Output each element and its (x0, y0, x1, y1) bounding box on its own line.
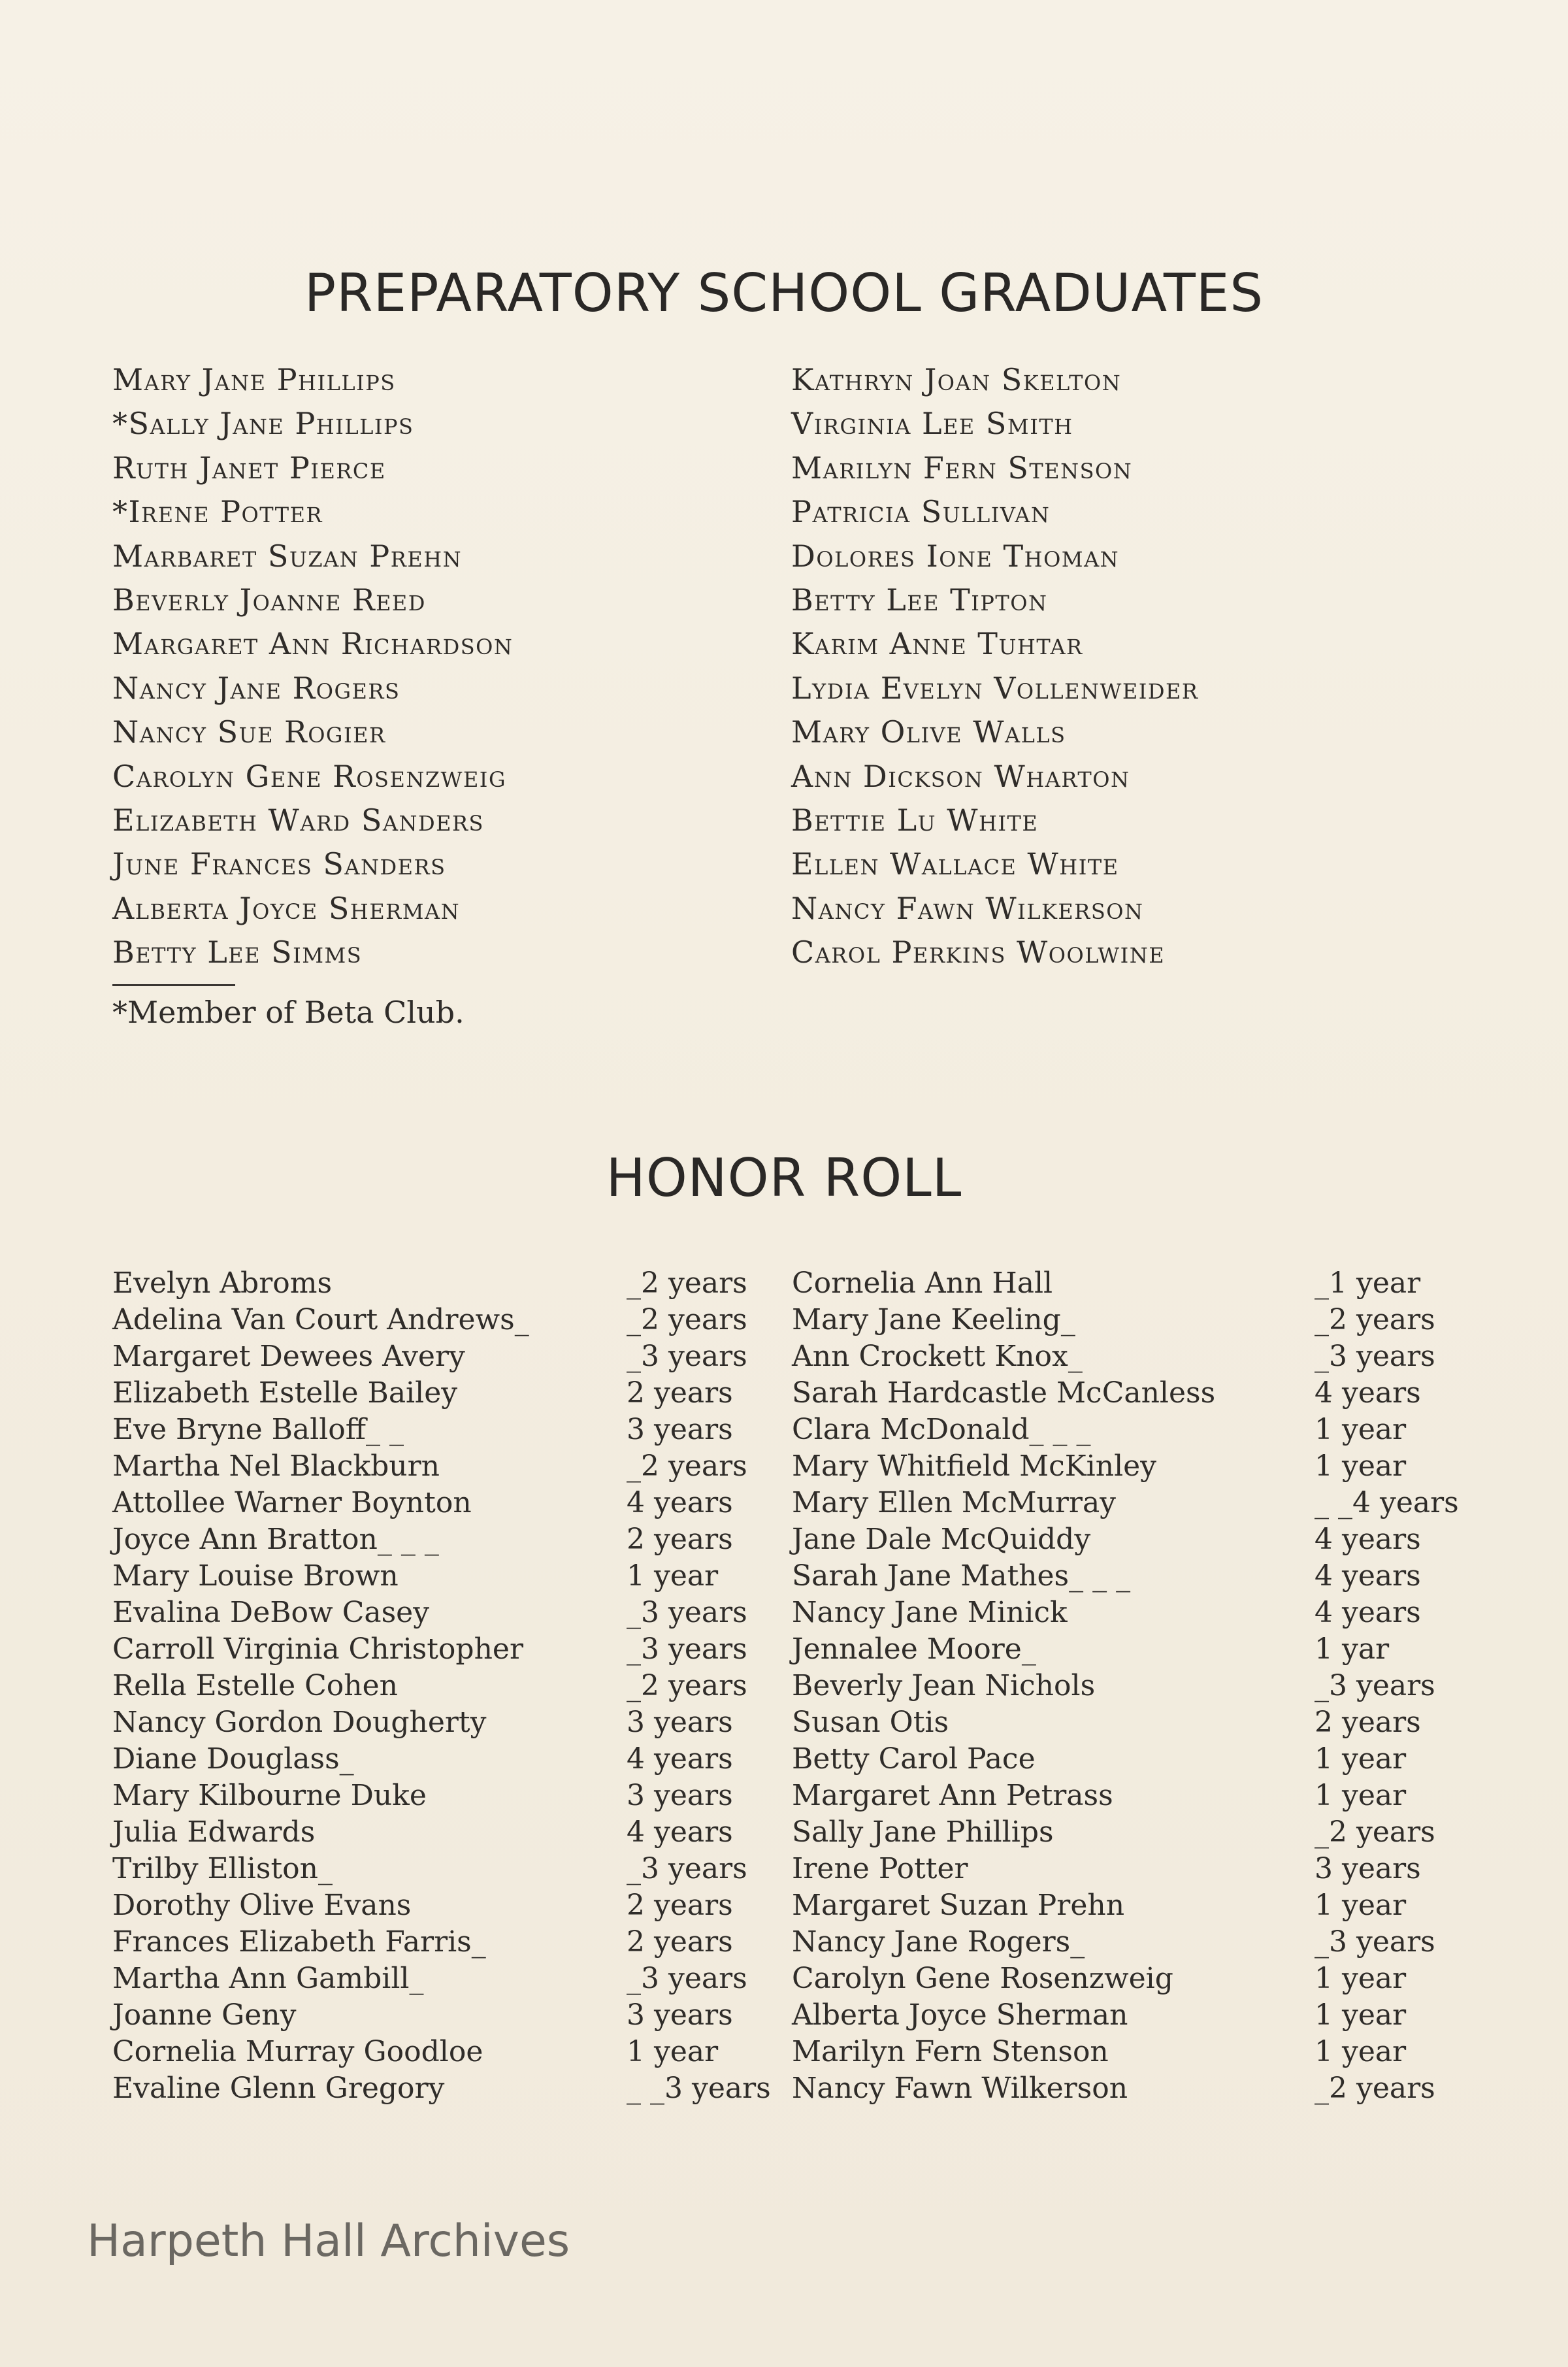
student-name: Trilby Elliston_ (112, 1852, 333, 1885)
years-on-roll: 1 year (1315, 1413, 1407, 1446)
years-on-roll: 4 years (627, 1815, 733, 1849)
student-name: Sally Jane Phillips (792, 1815, 1054, 1849)
honor-roll-row (792, 1558, 1432, 1595)
student-name: Joanne Geny (112, 1998, 297, 2032)
honor-roll-row (112, 1265, 753, 1302)
honor-roll-list-left (112, 1265, 771, 2107)
student-name: Evaline Glenn Gregory (112, 2072, 445, 2105)
years-on-roll: _3 years (627, 1340, 747, 1373)
student-name: Julia Edwards (112, 1815, 316, 1849)
honor-roll-row (112, 2070, 771, 2107)
graduate-name: Bettie Lu White (791, 802, 1039, 838)
beta-club-footnote: *Member of Beta Club. (112, 995, 465, 1030)
years-on-roll: _3 years (627, 1596, 747, 1629)
student-name: Margaret Ann Petrass (792, 1779, 1113, 1812)
honor-roll-row (112, 1814, 753, 1851)
student-name: Martha Nel Blackburn (112, 1449, 440, 1483)
honor-roll-row (112, 1302, 753, 1338)
years-on-roll: 2 years (627, 1889, 733, 1922)
student-name: Martha Ann Gambill_ (112, 1962, 424, 1995)
years-on-roll: 4 years (627, 1486, 733, 1519)
graduate-name: Lydia Evelyn Vollenweider (791, 670, 1199, 706)
graduate-name: Virginia Lee Smith (791, 406, 1073, 442)
years-on-roll: 1 year (627, 2035, 719, 2068)
student-name: Clara McDonald_ _ _ (792, 1413, 1091, 1446)
years-on-roll: _1 year (1315, 1266, 1421, 1300)
years-on-roll: 1 year (1315, 1779, 1407, 1812)
years-on-roll: _2 years (1315, 1303, 1435, 1336)
graduate-name: Marilyn Fern Stenson (791, 450, 1133, 486)
student-name: Mary Jane Keeling_ (792, 1303, 1075, 1336)
honor-roll-row (792, 1302, 1435, 1338)
honor-roll-row (112, 1375, 753, 1412)
student-name: Beverly Jean Nichols (792, 1669, 1096, 1702)
student-name: Frances Elizabeth Farris_ (112, 1925, 486, 1959)
honor-roll-row (792, 1778, 1432, 1814)
honor-roll-row (792, 1997, 1432, 2034)
student-name: Nancy Jane Minick (792, 1596, 1068, 1629)
student-name: Carolyn Gene Rosenzweig (792, 1962, 1173, 1995)
honor-roll-row (112, 1997, 753, 2034)
student-name: Ann Crockett Knox_ (792, 1340, 1083, 1373)
graduate-name: June Frances Sanders (112, 846, 446, 882)
years-on-roll: 1 year (1315, 1998, 1407, 2032)
graduate-name: Beverly Joanne Reed (112, 582, 426, 618)
graduate-name: *Irene Potter (112, 494, 323, 530)
student-name: Attollee Warner Boynton (112, 1486, 472, 1519)
honor-roll-row (792, 1851, 1432, 1887)
years-on-roll: 4 years (1315, 1596, 1421, 1629)
honor-roll-row (112, 1741, 753, 1778)
years-on-roll: _2 years (627, 1266, 747, 1300)
years-on-roll: 1 year (1315, 1742, 1407, 1776)
years-on-roll: _2 years (627, 1303, 747, 1336)
honor-roll-row (792, 1448, 1432, 1485)
honor-roll-row (112, 1851, 753, 1887)
student-name: Betty Carol Pace (792, 1742, 1036, 1776)
honor-roll-list-right (792, 1265, 1459, 2107)
student-name: Mary Ellen McMurray (792, 1486, 1117, 1519)
honor-roll-row (112, 1412, 753, 1448)
honor-roll-row (112, 1778, 753, 1814)
archive-watermark: Harpeth Hall Archives (87, 2215, 570, 2267)
graduate-name: Nancy Fawn Wilkerson (791, 890, 1144, 926)
student-name: Sarah Hardcastle McCanless (792, 1376, 1216, 1410)
honor-roll-row (792, 1924, 1435, 1961)
student-name: Rella Estelle Cohen (112, 1669, 398, 1702)
years-on-roll: 1 year (1315, 1962, 1407, 1995)
student-name: Margaret Dewees Avery (112, 1340, 465, 1373)
graduate-name: Alberta Joyce Sherman (112, 890, 461, 926)
graduate-name: Betty Lee Simms (112, 935, 363, 970)
years-on-roll: _3 years (627, 1632, 747, 1666)
student-name: Diane Douglass_ (112, 1742, 354, 1776)
honor-roll-row (112, 1924, 753, 1961)
graduate-name: *Sally Jane Phillips (112, 406, 414, 442)
student-name: Sarah Jane Mathes_ _ _ (792, 1559, 1131, 1593)
honor-roll-row (792, 1704, 1432, 1741)
honor-roll-row (792, 1814, 1435, 1851)
honor-roll-row (112, 1558, 753, 1595)
student-name: Marilyn Fern Stenson (792, 2035, 1109, 2068)
student-name: Dorothy Olive Evans (112, 1889, 412, 1922)
honor-roll-row (112, 2034, 753, 2070)
student-name: Eve Bryne Balloff_ _ (112, 1413, 404, 1446)
years-on-roll: _3 years (1315, 1340, 1435, 1373)
graduate-name: Ruth Janet Pierce (112, 450, 386, 486)
years-on-roll: _3 years (1315, 1669, 1435, 1702)
graduate-name: Nancy Jane Rogers (112, 670, 400, 706)
honor-roll-row (112, 1961, 753, 1997)
years-on-roll: 3 years (627, 1706, 733, 1739)
student-name: Cornelia Murray Goodloe (112, 2035, 483, 2068)
years-on-roll: _2 years (1315, 1815, 1435, 1849)
honor-roll-row (792, 1595, 1432, 1631)
graduate-name: Carol Perkins Woolwine (791, 935, 1166, 970)
years-on-roll: 1 year (1315, 1449, 1407, 1483)
student-name: Susan Otis (792, 1706, 949, 1739)
student-name: Jennalee Moore_ (792, 1632, 1036, 1666)
years-on-roll: _ _3 years (627, 2072, 771, 2105)
years-on-roll: 1 year (1315, 1889, 1407, 1922)
years-on-roll: 4 years (1315, 1559, 1421, 1593)
honor-roll-row (792, 2034, 1432, 2070)
years-on-roll: 2 years (627, 1925, 733, 1959)
years-on-roll: 4 years (1315, 1523, 1421, 1556)
student-name: Joyce Ann Bratton_ _ _ (112, 1523, 439, 1556)
student-name: Nancy Jane Rogers_ (792, 1925, 1085, 1959)
honor-roll-row (792, 1961, 1432, 1997)
graduate-name: Ellen Wallace White (791, 846, 1119, 882)
honor-roll-row (112, 1595, 753, 1631)
student-name: Adelina Van Court Andrews_ (112, 1303, 529, 1336)
years-on-roll: 3 years (1315, 1852, 1421, 1885)
student-name: Nancy Gordon Dougherty (112, 1706, 487, 1739)
preparatory-list-left (112, 358, 513, 974)
graduate-name: Betty Lee Tipton (791, 582, 1048, 618)
years-on-roll: 2 years (1315, 1706, 1421, 1739)
years-on-roll: _ _4 years (1315, 1486, 1459, 1519)
honor-roll-row (792, 1631, 1432, 1668)
honor-roll-row (792, 1265, 1432, 1302)
student-name: Mary Kilbourne Duke (112, 1779, 427, 1812)
years-on-roll: _3 years (627, 1852, 747, 1885)
years-on-roll: 4 years (627, 1742, 733, 1776)
years-on-roll: _2 years (627, 1449, 747, 1483)
student-name: Margaret Suzan Prehn (792, 1889, 1125, 1922)
graduate-name: Karim Anne Tuhtar (791, 626, 1083, 662)
honor-roll-row (792, 1887, 1432, 1924)
graduate-name: Mary Olive Walls (791, 714, 1066, 750)
student-name: Jane Dale McQuiddy (792, 1523, 1091, 1556)
years-on-roll: 3 years (627, 1998, 733, 2032)
years-on-roll: 1 year (627, 1559, 719, 1593)
years-on-roll: 4 years (1315, 1376, 1421, 1410)
graduate-name: Carolyn Gene Rosenzweig (112, 758, 507, 794)
honor-roll-row (792, 1412, 1432, 1448)
graduate-name: Dolores Ione Thoman (791, 538, 1120, 574)
graduate-name: Marbaret Suzan Prehn (112, 538, 463, 574)
years-on-roll: 2 years (627, 1376, 733, 1410)
preparatory-list-right (791, 358, 1199, 974)
honor-roll-row (792, 2070, 1435, 2107)
student-name: Evelyn Abroms (112, 1266, 333, 1300)
honor-roll-row (112, 1887, 753, 1924)
years-on-roll: 1 yar (1315, 1632, 1390, 1666)
years-on-roll: _2 years (1315, 2072, 1435, 2105)
student-name: Elizabeth Estelle Bailey (112, 1376, 458, 1410)
student-name: Cornelia Ann Hall (792, 1266, 1053, 1300)
graduate-name: Elizabeth Ward Sanders (112, 802, 484, 838)
honor-roll-row (112, 1668, 753, 1704)
honor-roll-row (792, 1338, 1435, 1375)
graduate-name: Kathryn Joan Skelton (791, 362, 1122, 397)
honor-roll-row (112, 1631, 753, 1668)
years-on-roll: _3 years (1315, 1925, 1435, 1959)
honor-roll-row (112, 1485, 753, 1521)
graduate-name: Nancy Sue Rogier (112, 714, 386, 750)
footnote-divider (112, 984, 235, 986)
years-on-roll: 3 years (627, 1779, 733, 1812)
honor-roll-row (112, 1521, 753, 1558)
honor-roll-row (792, 1485, 1459, 1521)
honor-roll-row (792, 1375, 1432, 1412)
student-name: Mary Louise Brown (112, 1559, 399, 1593)
honor-roll-title: HONOR ROLL (606, 1147, 962, 1208)
graduate-name: Margaret Ann Richardson (112, 626, 514, 662)
honor-roll-row (792, 1521, 1432, 1558)
honor-roll-row (112, 1338, 753, 1375)
preparatory-title: PREPARATORY SCHOOL GRADUATES (304, 262, 1264, 323)
graduate-name: Ann Dickson Wharton (791, 758, 1130, 794)
honor-roll-row (112, 1704, 753, 1741)
honor-roll-row (792, 1668, 1435, 1704)
student-name: Alberta Joyce Sherman (792, 1998, 1128, 2032)
honor-roll-row (792, 1741, 1432, 1778)
years-on-roll: 1 year (1315, 2035, 1407, 2068)
student-name: Carroll Virginia Christopher (112, 1632, 523, 1666)
years-on-roll: _2 years (627, 1669, 747, 1702)
student-name: Irene Potter (792, 1852, 968, 1885)
student-name: Mary Whitfield McKinley (792, 1449, 1157, 1483)
graduate-name: Patricia Sullivan (791, 494, 1051, 530)
honor-roll-row (112, 1448, 753, 1485)
student-name: Nancy Fawn Wilkerson (792, 2072, 1128, 2105)
graduate-name: Mary Jane Phillips (112, 362, 396, 397)
years-on-roll: 3 years (627, 1413, 733, 1446)
years-on-roll: 2 years (627, 1523, 733, 1556)
years-on-roll: _3 years (627, 1962, 747, 1995)
student-name: Evalina DeBow Casey (112, 1596, 430, 1629)
